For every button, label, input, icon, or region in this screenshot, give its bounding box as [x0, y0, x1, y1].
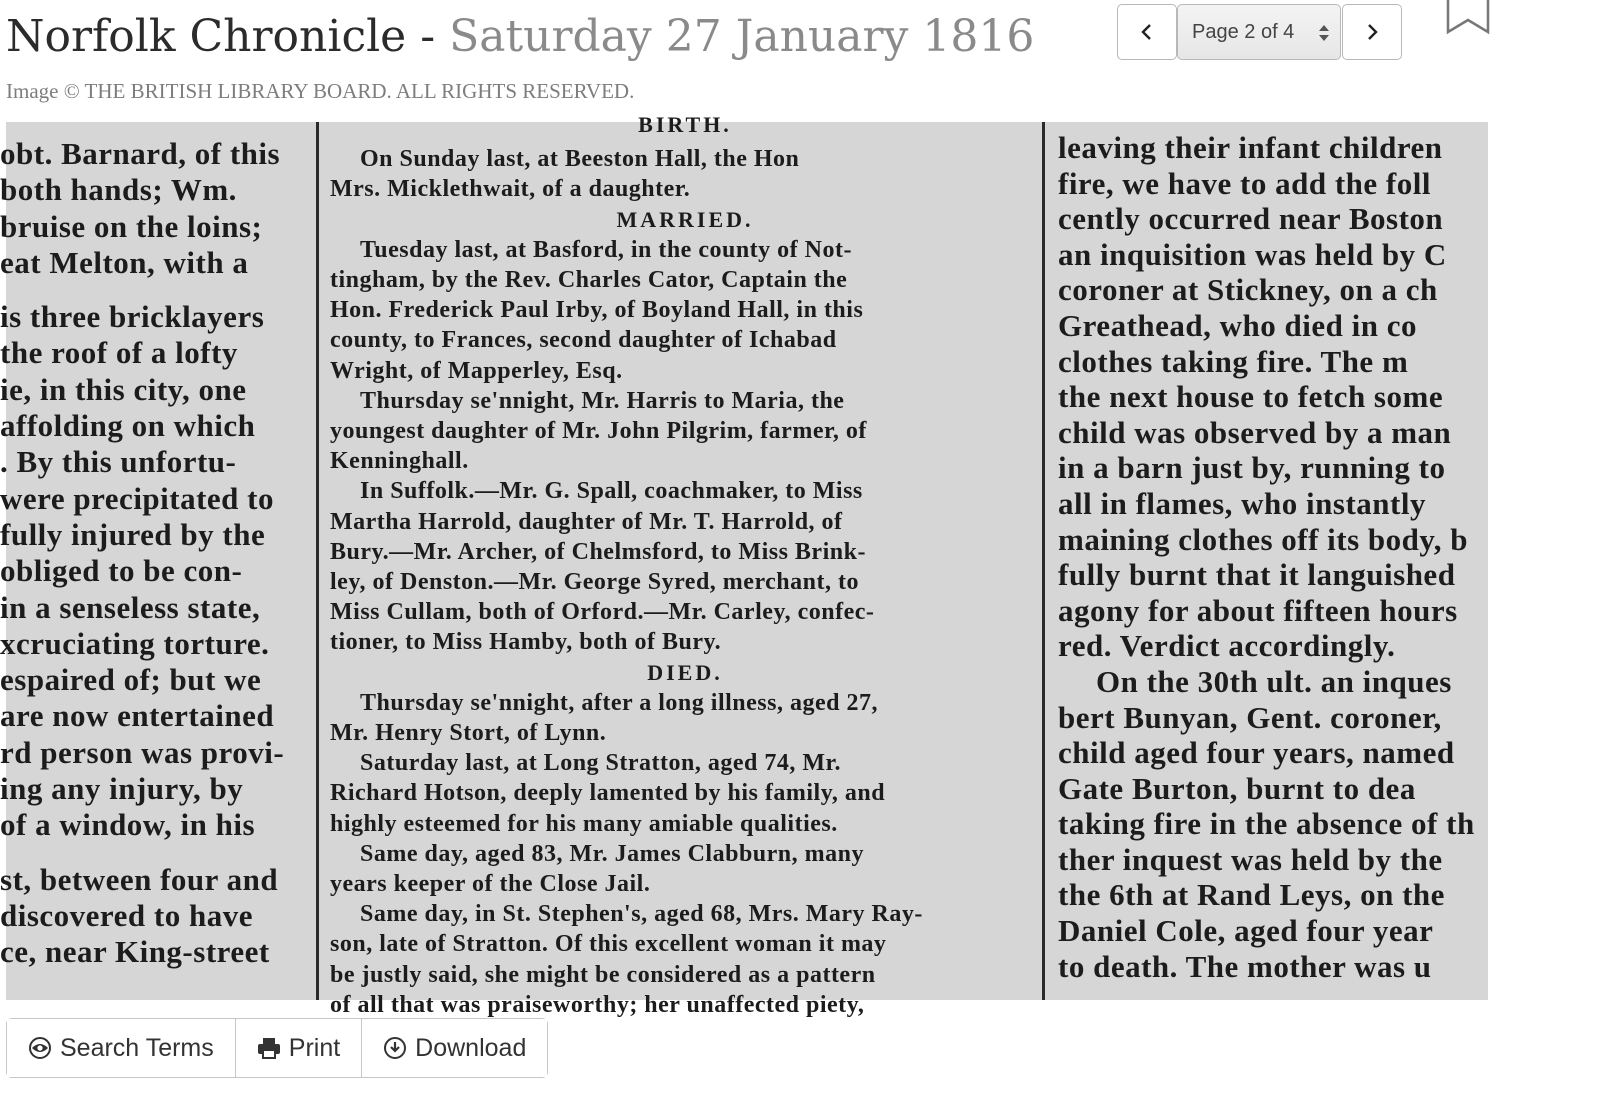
article-line: in a senseless state, — [0, 589, 261, 625]
article-line: ing any injury, by — [0, 771, 244, 807]
article-line: tingham, by the Rev. Charles Cator, Captain the — [330, 267, 848, 294]
page-select[interactable] — [1177, 4, 1341, 60]
article-line: fully burnt that it languished — [1058, 557, 1456, 593]
article-line: In Suffolk.—Mr. G. Spall, coachmaker, to Miss — [360, 478, 863, 505]
search-terms-button[interactable] — [7, 1019, 236, 1077]
article-line: Miss Cullam, both of Orford.—Mr. Carley, confec- — [330, 599, 875, 626]
article-line: of a window, in his — [0, 807, 256, 843]
article-line: are now entertained — [0, 698, 275, 734]
article-line: Gate Burton, burnt to dea — [1058, 770, 1416, 806]
download-label: Download — [415, 1033, 527, 1062]
article-line: fully injured by the — [0, 516, 266, 552]
article-line — [6, 844, 316, 862]
article-line: obliged to be con- — [0, 553, 243, 589]
section-heading: BIRTH. — [638, 112, 732, 137]
article-line: . By this unfortu- — [0, 444, 237, 480]
article-line: bert Bunyan, Gent. coroner, — [1058, 699, 1442, 735]
article-line: youngest daughter of Mr. John Pilgrim, farmer, of — [330, 418, 867, 445]
column-rule — [316, 122, 319, 1000]
article-line: bruise on the loins; — [0, 208, 263, 244]
article-line: to death. The mother was u — [1058, 948, 1432, 984]
article-line: Mr. Henry Stort, of Lynn. — [330, 720, 607, 747]
article-line: obt. Barnard, of this — [0, 136, 281, 171]
title-separator: - — [406, 11, 450, 62]
article-line: On Sunday last, at Beeston Hall, the Hon — [360, 146, 800, 173]
article-line: Thursday se'nnight, after a long illness, aged 27, — [360, 689, 878, 716]
article-line: Tuesday last, at Basford, in the county of Not- — [360, 236, 852, 263]
article-line: maining clothes off its body, b — [1058, 521, 1468, 557]
article-line: county, to Frances, second daughter of Ichabad — [330, 327, 837, 354]
article-line: ce, near King-street — [0, 934, 270, 970]
article-line: were precipitated to — [0, 480, 274, 516]
article-line: the next house to fetch some — [1058, 379, 1444, 415]
article-line: son, late of Stratton. Of this excellent woman it may — [330, 931, 887, 958]
printer-icon — [257, 1036, 281, 1060]
article-line: taking fire in the absence of th — [1058, 806, 1475, 842]
article-line: fire, we have to add the foll — [1058, 165, 1431, 201]
article-line: Thursday se'nnight, Mr. Harris to Maria, the — [360, 387, 845, 414]
select-arrows-icon — [1318, 22, 1330, 44]
article-line: tioner, to Miss Hamby, both of Bury. — [330, 629, 722, 656]
article-line: Same day, in St. Stephen's, aged 68, Mrs. Mary Ray- — [360, 901, 923, 928]
article-line: child was observed by a man — [1058, 414, 1452, 450]
article-line: be justly said, she might be considered as a pattern — [330, 961, 876, 988]
article-line: discovered to have — [0, 897, 253, 933]
article-line: Kenninghall. — [330, 448, 469, 475]
article-line: of all that was praiseworthy; her unaffected piety, — [330, 991, 865, 1018]
section-heading: DIED. — [647, 659, 723, 685]
article-line: xcruciating torture. — [0, 625, 270, 661]
chevron-left-icon — [1138, 23, 1156, 41]
article-line: highly esteemed for his many amiable qualities. — [330, 810, 838, 837]
article-line: st, between four and — [0, 861, 279, 897]
copyright-notice: Image © THE BRITISH LIBRARY BOARD. ALL RIGHTS RESERVED. — [6, 79, 635, 103]
article-line: rd person was provi- — [0, 734, 285, 770]
article-line: clothes taking fire. The m — [1058, 343, 1409, 379]
column-rule — [1042, 122, 1045, 1000]
article-line: affolding on which — [0, 408, 256, 444]
article-line: Daniel Cole, aged four year — [1058, 913, 1434, 949]
article-line: ie, in this city, one — [0, 371, 247, 407]
article-line: Martha Harrold, daughter of Mr. T. Harrold, of — [330, 508, 843, 535]
publication-name: Norfolk Chronicle — [6, 11, 407, 62]
article-line: Mrs. Micklethwait, of a daughter. — [330, 176, 691, 203]
article-line: years keeper of the Close Jail. — [330, 871, 651, 898]
article-line: Same day, aged 83, Mr. James Clabburn, many — [360, 840, 864, 867]
article-line: ley, of Denston.—Mr. George Syred, merchant, to — [330, 569, 859, 596]
page-title — [6, 8, 1034, 66]
article-line: leaving their infant children — [1058, 130, 1443, 165]
article-line — [6, 281, 316, 299]
article-line: Hon. Frederick Paul Irby, of Boyland Hall, in this — [330, 297, 864, 324]
article-line: agony for about fifteen hours — [1058, 592, 1458, 628]
article-line: child aged four years, named — [1058, 735, 1455, 771]
article-line: On the 30th ult. an inques — [1096, 663, 1452, 699]
bookmark-icon[interactable] — [1446, 0, 1490, 38]
section-heading: MARRIED. — [616, 206, 754, 232]
viewer-toolbar — [6, 1018, 548, 1078]
article-line: in a barn just by, running to — [1058, 450, 1446, 486]
article-line: is three bricklayers — [0, 299, 265, 335]
article-line: the roof of a lofty — [0, 335, 238, 371]
chevron-right-icon — [1363, 23, 1381, 41]
article-line: both hands; Wm. — [0, 172, 237, 208]
download-button[interactable] — [362, 1019, 547, 1077]
search-terms-label: Search Terms — [60, 1033, 214, 1062]
next-page-button[interactable] — [1342, 4, 1402, 60]
article-line: red. Verdict accordingly. — [1058, 628, 1396, 664]
article-line: ther inquest was held by the — [1058, 841, 1443, 877]
newspaper-page-viewer[interactable] — [0, 112, 1488, 1018]
article-line: Bury.—Mr. Archer, of Chelmsford, to Miss Brink- — [330, 538, 866, 565]
article-column-3 — [1052, 122, 1488, 1000]
print-button[interactable] — [236, 1019, 362, 1077]
article-line: all in flames, who instantly — [1058, 485, 1426, 521]
article-line: cently occurred near Boston — [1058, 201, 1444, 237]
article-line: the 6th at Rand Leys, on the — [1058, 877, 1445, 913]
article-line: an inquisition was held by C — [1058, 236, 1447, 272]
download-icon — [383, 1036, 407, 1060]
article-line: coroner at Stickney, on a ch — [1058, 272, 1438, 308]
article-line: espaired of; but we — [0, 662, 262, 698]
issue-date: Saturday 27 January 1816 — [449, 11, 1035, 62]
article-line: Greathead, who died in co — [1058, 307, 1417, 343]
print-label: Print — [288, 1033, 341, 1062]
page-select-value: Page 2 of 4 — [1192, 20, 1295, 43]
eye-icon — [28, 1036, 52, 1060]
article-line: Wright, of Mapperley, Esq. — [330, 357, 623, 384]
article-line: eat Melton, with a — [0, 244, 249, 280]
article-column-2 — [324, 112, 1040, 1018]
article-line: Richard Hotson, deeply lamented by his family, and — [330, 780, 886, 807]
article-column-1 — [0, 122, 316, 1000]
article-line: Saturday last, at Long Stratton, aged 74, Mr. — [360, 750, 841, 777]
previous-page-button[interactable] — [1117, 4, 1177, 60]
